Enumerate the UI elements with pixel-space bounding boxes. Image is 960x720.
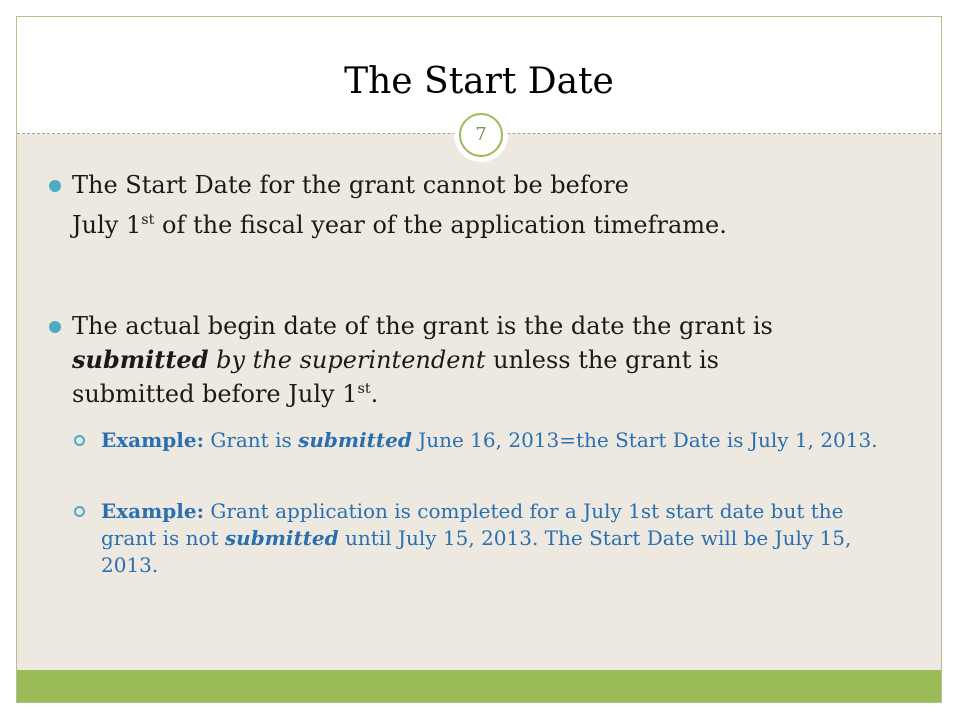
bullet-2-emphasis: submitted — [72, 345, 209, 374]
sub-bullet-example-1 — [101, 427, 881, 454]
example-label: Example: — [101, 499, 204, 523]
bullet-2-italic: by the superintendent — [208, 346, 486, 374]
bullet-2-line-2-rest: unless the grant is — [485, 346, 719, 374]
bullet-2-line-2 — [72, 343, 872, 377]
example-2-text-post: until July 15, 2013. The Start Date will be July 15, 2013. — [101, 526, 852, 577]
bullet-1-line-2 — [72, 208, 872, 242]
bullet-begin-date — [72, 309, 872, 411]
bullet-1-line-2-pre: July 1 — [72, 211, 142, 239]
sub-bullet-example-2 — [101, 498, 881, 579]
page-number-badge — [454, 108, 508, 162]
example-1-text-post: June 16, 2013=the Start Date is July 1, 2013. — [411, 428, 878, 452]
bullet-1-line-2-sup: st — [141, 212, 155, 228]
bullet-2-line-3 — [72, 377, 872, 411]
example-1-text-pre: Grant is — [203, 428, 299, 452]
example-2-text-pre: Grant application is completed for a July 1st start date but the grant is not — [101, 499, 844, 550]
bullet-2-line-3-post: . — [370, 380, 379, 408]
slide-title: The Start Date — [344, 61, 614, 102]
bullet-2-line-1: The actual begin date of the grant is the date the grant is — [72, 312, 773, 340]
bullet-dot-icon — [49, 321, 61, 333]
example-1-emphasis: submitted — [298, 428, 412, 452]
bullet-1-line-1: The Start Date for the grant cannot be before — [72, 171, 629, 199]
example-label: Example: — [101, 428, 204, 452]
sub-bullet-ring-icon — [74, 435, 85, 446]
footer-bar — [17, 670, 941, 702]
bullet-1-line-2-post: of the fiscal year of the application timeframe. — [154, 211, 727, 239]
bullet-2-line-3-pre: submitted before July 1 — [72, 380, 358, 408]
bullet-dot-icon — [49, 180, 61, 192]
sub-bullet-ring-icon — [74, 506, 85, 517]
bullet-2-line-3-sup: st — [357, 381, 371, 397]
page-number: 7 — [459, 113, 503, 157]
bullet-start-date — [72, 168, 872, 242]
example-2-emphasis: submitted — [224, 526, 339, 550]
